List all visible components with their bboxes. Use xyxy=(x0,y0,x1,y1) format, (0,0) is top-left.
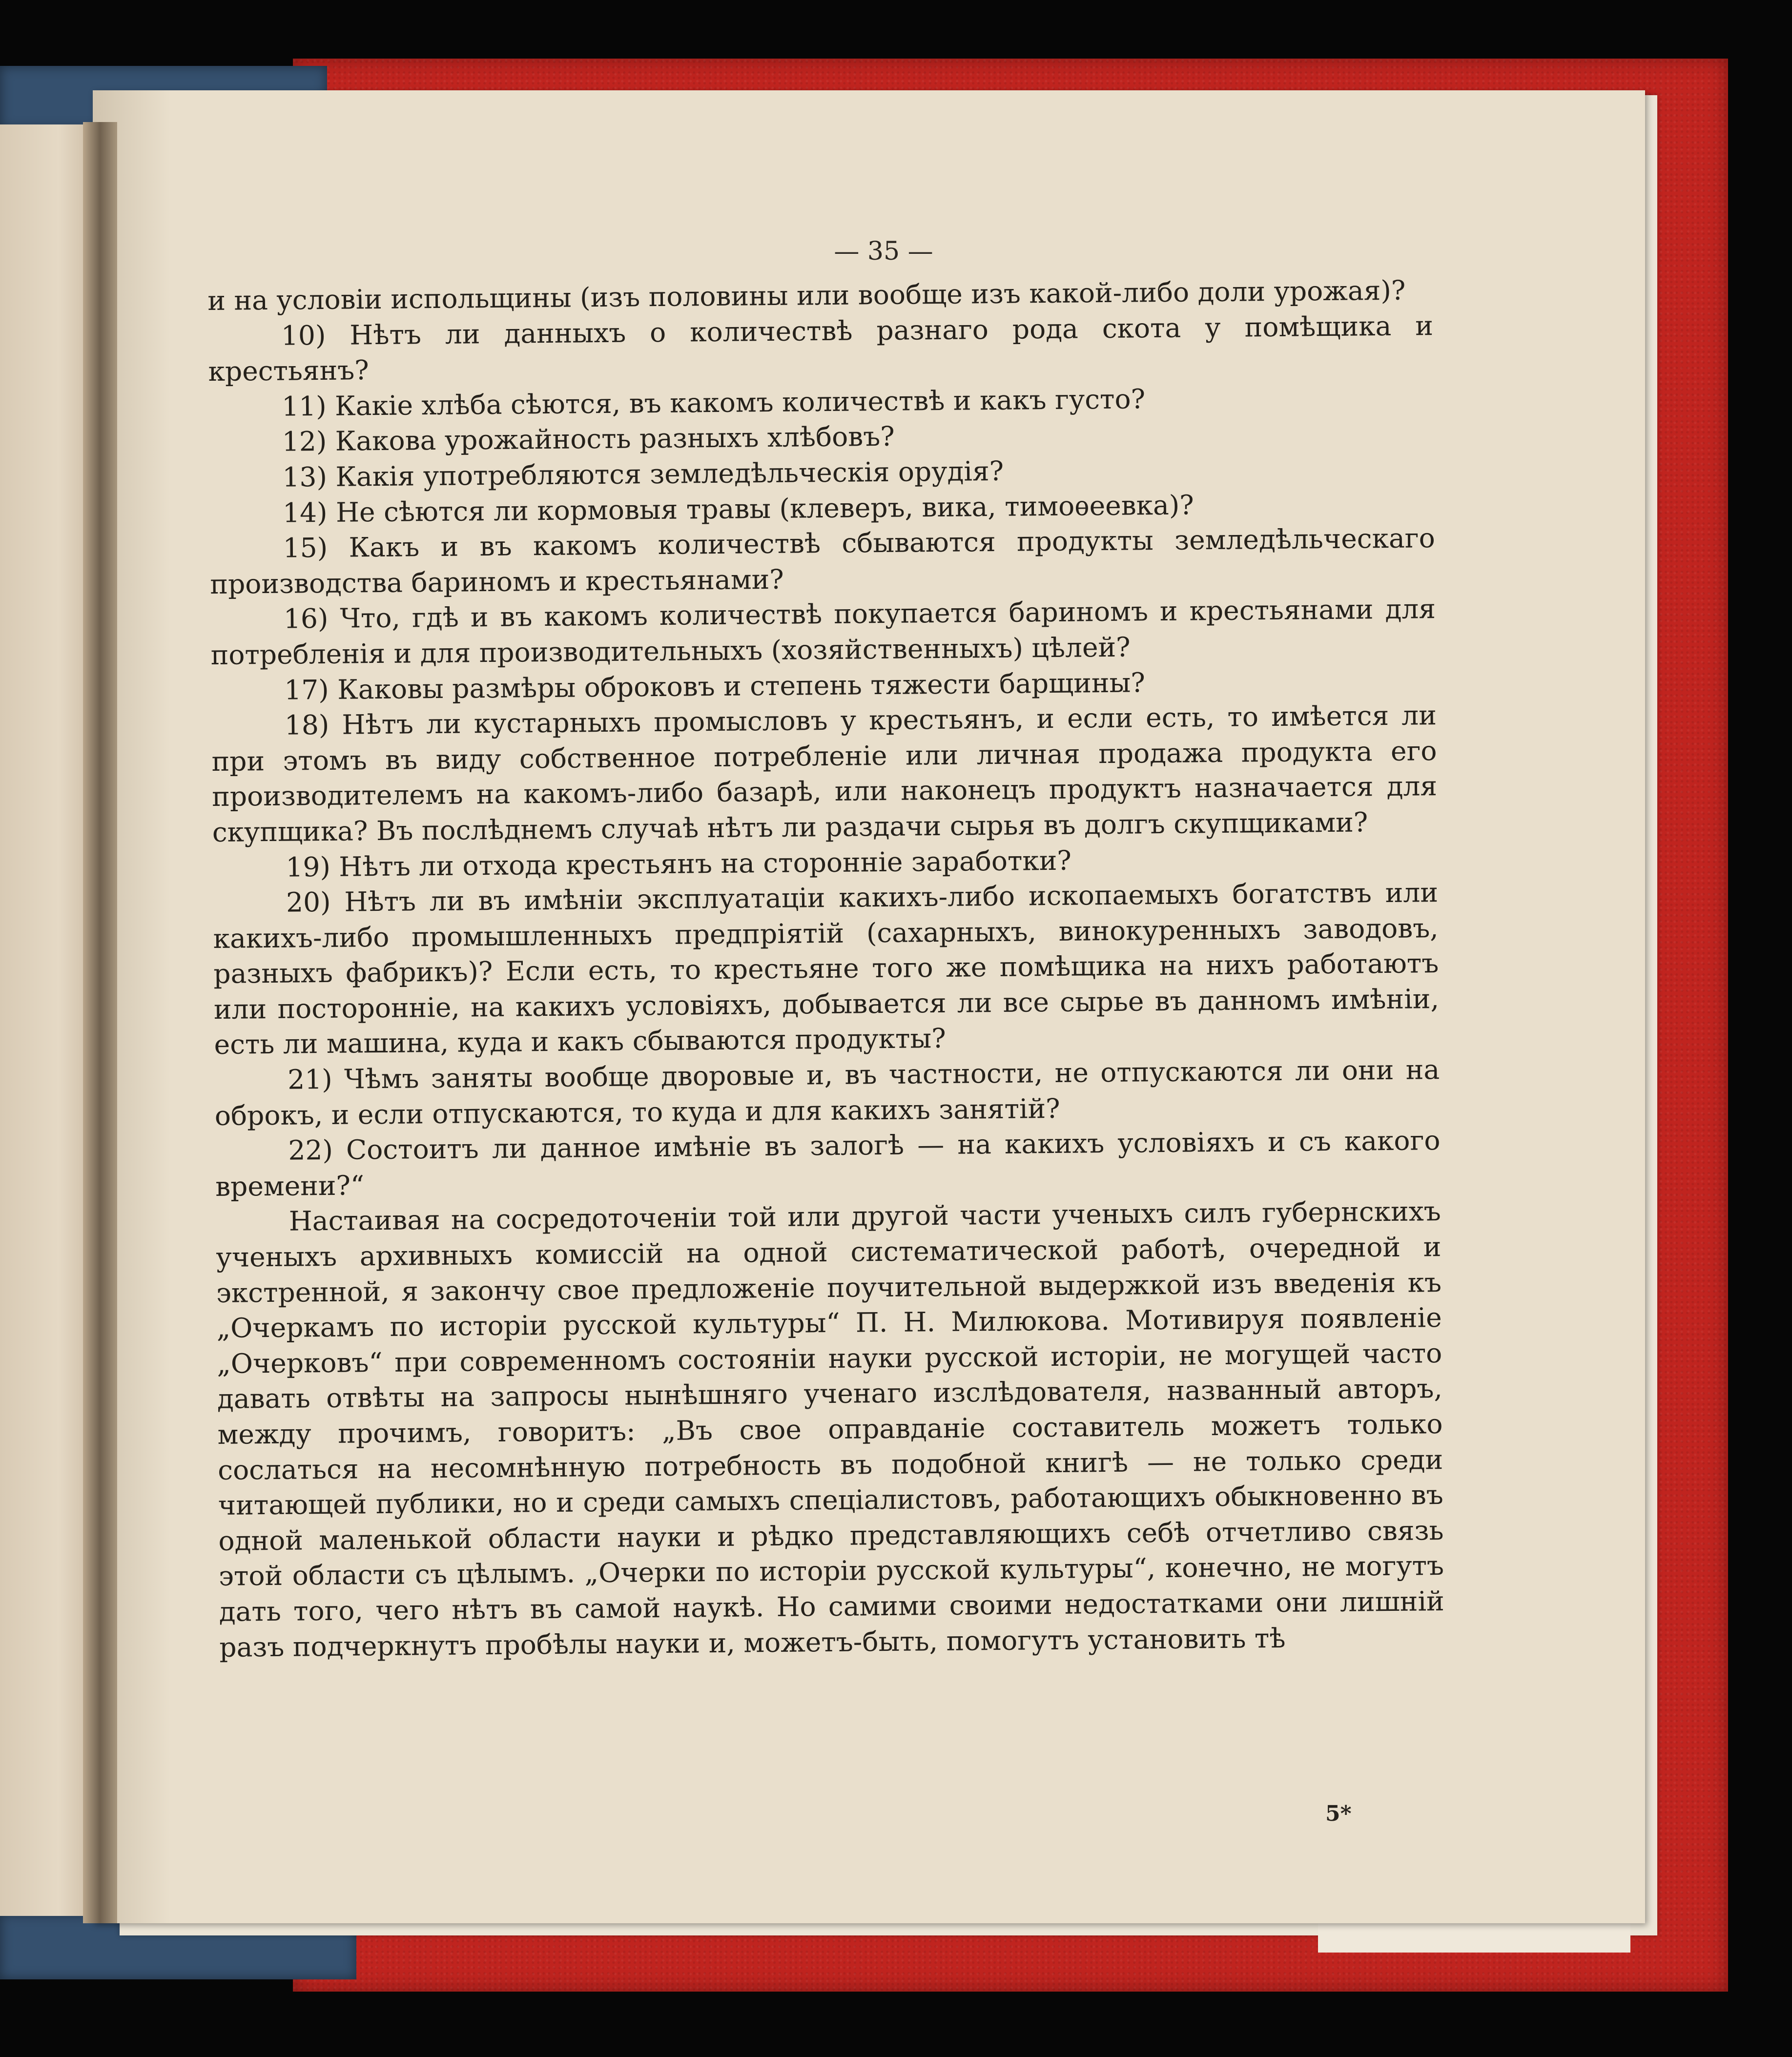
book-gutter xyxy=(83,122,117,1923)
question-11: 11) Какіе хлѣба сѣются, въ какомъ количествѣ и какъ густо? xyxy=(281,383,1146,422)
question-17: 17) Каковы размѣры оброковъ и степень тяжести барщины? xyxy=(284,666,1146,706)
paragraph: и на условіи испольщины (изъ половины или вообще изъ какой-либо доли урожая)? xyxy=(207,274,1406,316)
question-10: 10) Нѣтъ ли данныхъ о количествѣ разнаго рода скота у помѣщика и крестьянъ? xyxy=(208,309,1434,388)
question-18: 18) Нѣтъ ли кустарныхъ промысловъ у крестьянъ, и если есть, то имѣется ли при этомъ въ виду собственное потребленіе или личная продажа продукта его производителемъ на какомъ-либо базарѣ, или наконецъ продуктъ назначается для скупщика? Въ послѣднемъ случаѣ нѣтъ ли раздачи сырья въ долгъ скупщиками? xyxy=(211,699,1438,848)
page-body xyxy=(207,272,1445,1665)
question-14: 14) Не сѣются ли кормовыя травы (клеверъ, вика, тимоѳеевка)? xyxy=(282,489,1195,529)
question-19: 19) Нѣтъ ли отхода крестьянъ на сторонніе заработки? xyxy=(286,844,1072,883)
question-12: 12) Какова урожайность разныхъ хлѣбовъ? xyxy=(282,421,895,458)
question-21: 21) Чѣмъ заняты вообще дворовые и, въ частности, не отпускаются ли они на оброкъ, и если отпускаются, то куда и для какихъ занятій? xyxy=(214,1054,1440,1131)
question-16: 16) Что, гдѣ и въ какомъ количествѣ покупается бариномъ и крестьянами для потребленія и для производительныхъ (хозяйственныхъ) цѣлей? xyxy=(210,593,1436,671)
closing-paragraph: Настаивая на сосредоточеніи той или другой части ученыхъ силъ губернскихъ ученыхъ архивныхъ комиссій на одной систематической работѣ, очередной и экстренной, я закончу свое предложеніе поучительной выдержкой изъ введенія къ „Очеркамъ по исторіи русской культуры“ П. Н. Милюкова. Мотивируя появленіе „Очерковъ“ при современномъ состояніи науки русской исторіи, не могущей часто давать отвѣты на запросы нынѣшняго ученаго изслѣдователя, названный авторъ, между прочимъ, говоритъ: „Въ свое оправданіе составитель можетъ только сослаться на несомнѣнную потребность въ подобной книгѣ — не только среди читающей публики, но и среди самыхъ спеціалистовъ, работающихъ обыкновенно въ одной маленькой области науки и рѣдко представляющихъ себѣ отчетливо связь этой области съ цѣлымъ. „Очерки по исторіи русской культуры“, конечно, не могутъ дать того, чего нѣтъ въ самой наукѣ. Но самими своими недостатками они лишній разъ подчеркнутъ пробѣлы науки и, можетъ-быть, помогутъ установить тѣ xyxy=(216,1195,1444,1663)
signature-mark: 5* xyxy=(1325,1801,1352,1826)
question-22: 22) Состоитъ ли данное имѣніе въ залогѣ — на какихъ условіяхъ и съ какого времени?“ xyxy=(215,1125,1441,1202)
question-13: 13) Какія употребляются земледѣльческія орудія? xyxy=(282,455,1004,493)
page-number: — 35 — xyxy=(834,237,933,266)
question-15: 15) Какъ и въ какомъ количествѣ сбываются продукты земледѣльческаго производства бариномъ и крестьянами? xyxy=(210,522,1435,600)
book-page xyxy=(93,90,1645,1923)
question-20: 20) Нѣтъ ли въ имѣніи эксплуатаціи какихъ-либо ископаемыхъ богатствъ или какихъ-либо промышленныхъ предпріятій (сахарныхъ, винокуренныхъ заводовъ, разныхъ фабрикъ)? Если есть, то крестьяне того же помѣщика на нихъ работаютъ или посторонніе, на какихъ условіяхъ, добывается ли все сырье въ данномъ имѣніи, есть ли машина, куда и какъ сбываются продукты? xyxy=(213,877,1440,1061)
